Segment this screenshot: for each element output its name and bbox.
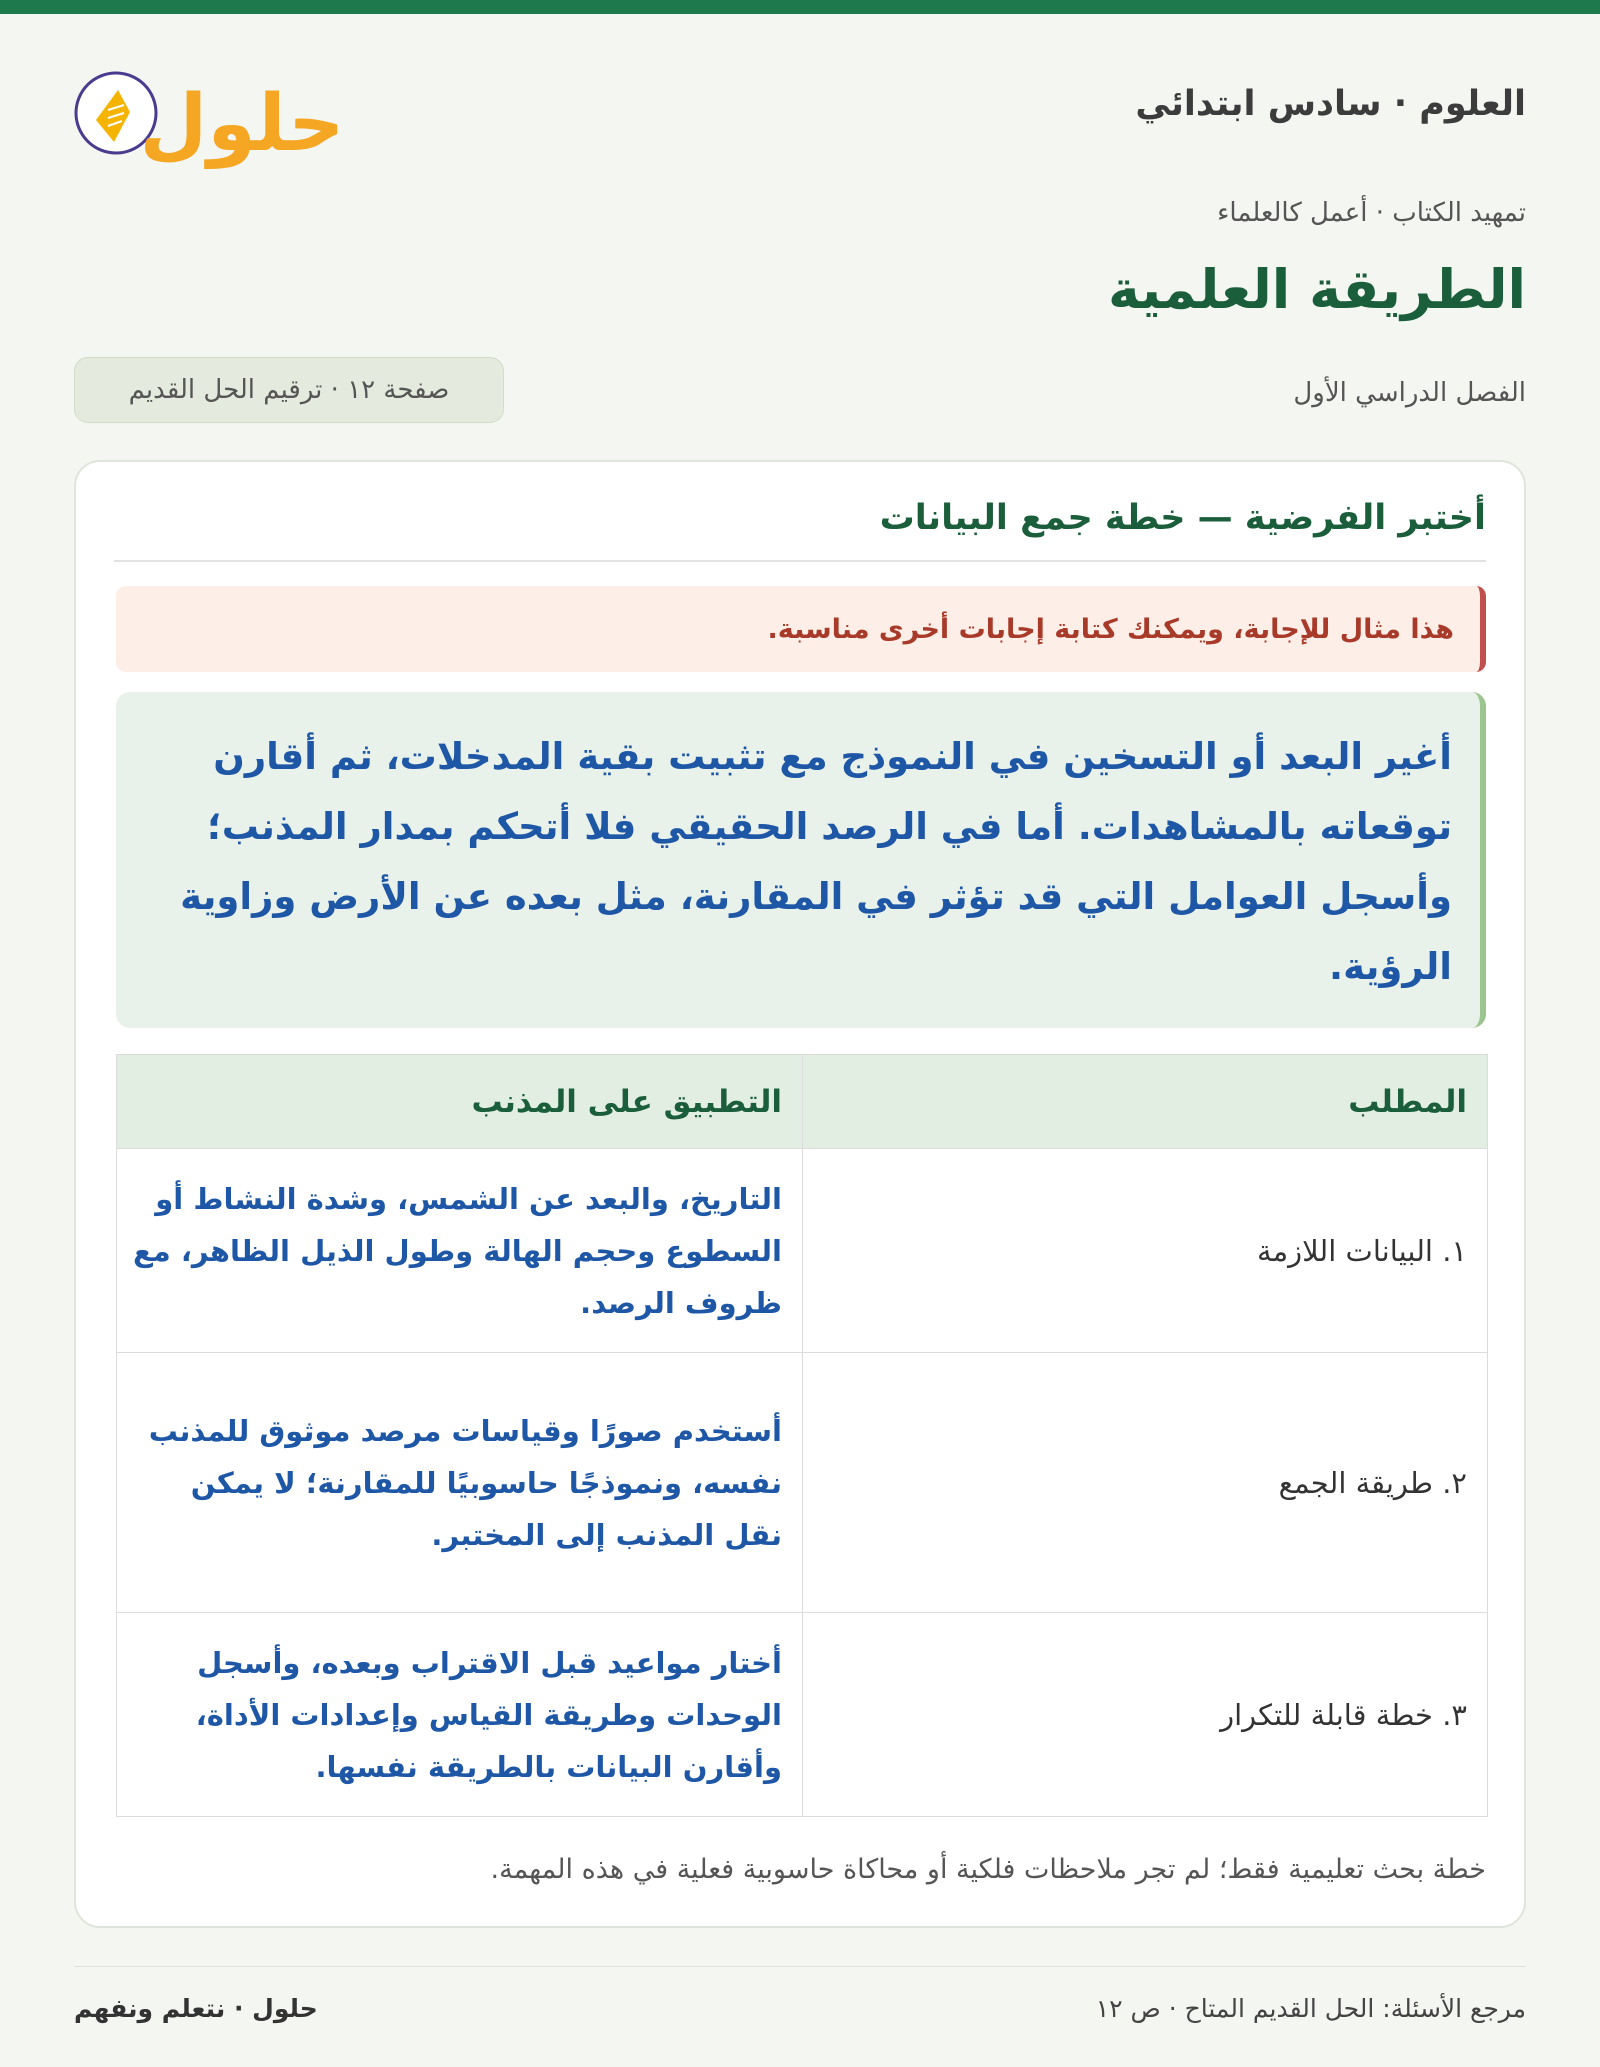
brand-logo[interactable]	[74, 50, 344, 170]
hulool-logo-icon	[74, 50, 344, 170]
card-divider	[114, 560, 1486, 562]
header-application: التطبيق على المذنب	[117, 1055, 803, 1149]
table-header-row	[117, 1055, 1488, 1149]
top-accent-bar	[0, 0, 1600, 14]
card-title: أختبر الفرضية — خطة جمع البيانات	[879, 498, 1486, 538]
table-row	[117, 1613, 1488, 1817]
breadcrumb: تمهيد الكتاب · أعمل كالعلماء	[1217, 198, 1526, 228]
table-row	[117, 1353, 1488, 1613]
logo-wordmark: حلول	[139, 79, 344, 169]
requirement-cell: ٢. طريقة الجمع	[803, 1353, 1488, 1613]
answer-card	[74, 460, 1526, 1928]
header-requirement: المطلب	[803, 1055, 1488, 1149]
footer-reference: مرجع الأسئلة: الحل القديم المتاح · ص ١٢	[1095, 1994, 1526, 2023]
application-cell: التاريخ، والبعد عن الشمس، وشدة النشاط أو السطوع وحجم الهالة وطول الذيل الظاهر، مع ظروف الرصد.	[117, 1149, 803, 1353]
page-number-badge: صفحة ١٢ · ترقيم الحل القديم	[74, 357, 504, 423]
example-note	[116, 586, 1486, 672]
footer-divider	[74, 1966, 1526, 1967]
page-title: الطريقة العلمية	[1108, 258, 1526, 321]
disclaimer-text: خطة بحث تعليمية فقط؛ لم تجر ملاحظات فلكية أو محاكاة حاسوبية فعلية في هذه المهمة.	[490, 1854, 1486, 1885]
answer-text: أغير البعد أو التسخين في النموذج مع تثبيت بقية المدخلات، ثم أقارن توقعاته بالمشاهدات. أما في الرصد الحقيقي فلا أتحكم بمدار المذنب؛ وأسجل العوامل التي قد تؤثر في المقارنة، مثل بعده عن الأرض وزاوية الرؤية.	[180, 735, 1452, 988]
page-header	[74, 50, 1526, 170]
plan-table	[116, 1054, 1488, 1817]
subject-title: العلوم · سادس ابتدائي	[1135, 84, 1526, 124]
semester-label: الفصل الدراسي الأول	[1293, 378, 1526, 408]
requirement-cell: ١. البيانات اللازمة	[803, 1149, 1488, 1353]
application-cell: أختار مواعيد قبل الاقتراب وبعده، وأسجل الوحدات وطريقة القياس وإعدادات الأداة، وأقارن البيانات بالطريقة نفسها.	[117, 1613, 803, 1817]
application-cell: أستخدم صورًا وقياسات مرصد موثوق للمذنب نفسه، ونموذجًا حاسوبيًا للمقارنة؛ لا يمكن نقل المذنب إلى المختبر.	[117, 1353, 803, 1613]
example-note-text: هذا مثال للإجابة، ويمكنك كتابة إجابات أخرى مناسبة.	[767, 613, 1454, 645]
table-row	[117, 1149, 1488, 1353]
requirement-cell: ٣. خطة قابلة للتكرار	[803, 1613, 1488, 1817]
footer-brand[interactable]: حلول · نتعلم ونفهم	[74, 1994, 318, 2023]
answer-box	[116, 692, 1486, 1028]
